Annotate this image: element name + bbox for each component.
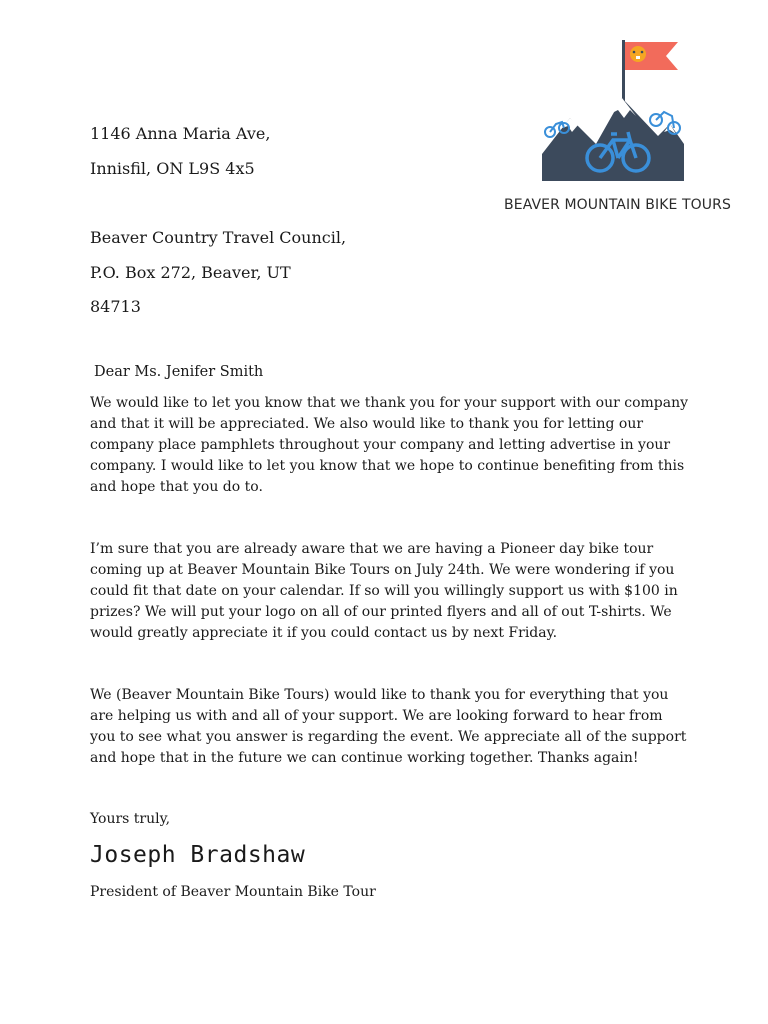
company-name: BEAVER MOUNTAIN BIKE TOURS <box>504 197 731 213</box>
body-paragraph: We would like to let you know that we thank you for your support with our company and that it will be appreciated. We also would like to thank you for letting our company place pamphlets throughout your company and letting advertise in your company. I would like to let you know that we hope to continue benefiting from this and hope that you do to. <box>90 395 689 495</box>
recipient-address-line: P.O. Box 272, Beaver, UT <box>90 262 291 282</box>
greeting: Dear Ms. Jenifer Smith <box>94 364 264 380</box>
sender-address-line: 1146 Anna Maria Ave, <box>90 124 271 143</box>
signer-title: President of Beaver Mountain Bike Tour <box>90 884 376 900</box>
sender-address-line: Innisfil, ON L9S 4x5 <box>90 159 255 178</box>
body-paragraph: I’m sure that you are already aware that we are having a Pioneer day bike tour coming up at Beaver Mountain Bike Tours on July 24th. We were wondering if you could fit that date on your calendar. If so will you willingly support us with $100 in prizes? We will put your logo on all of our printed flyers and all of out T-shirts. We would greatly appreciate it if you could contact us by next Friday. <box>90 541 678 641</box>
sender-address <box>90 122 270 192</box>
body-paragraph: We (Beaver Mountain Bike Tours) would like to thank you for everything that you are helping us with and all of your support. We are looking forward to hear from you to see what you answer is regarding the event. We appreciate all of the support and hope that in the future we can continue working together. Thanks again! <box>90 687 687 766</box>
signature: Joseph Bradshaw <box>90 842 306 868</box>
mountain-bike-flag-icon <box>538 36 698 186</box>
recipient-address <box>90 226 346 330</box>
recipient-address-line: 84713 <box>90 297 141 316</box>
company-logo <box>500 36 735 221</box>
recipient-address-line: Beaver Country Travel Council, <box>90 228 347 247</box>
closing: Yours truly, <box>90 811 171 827</box>
